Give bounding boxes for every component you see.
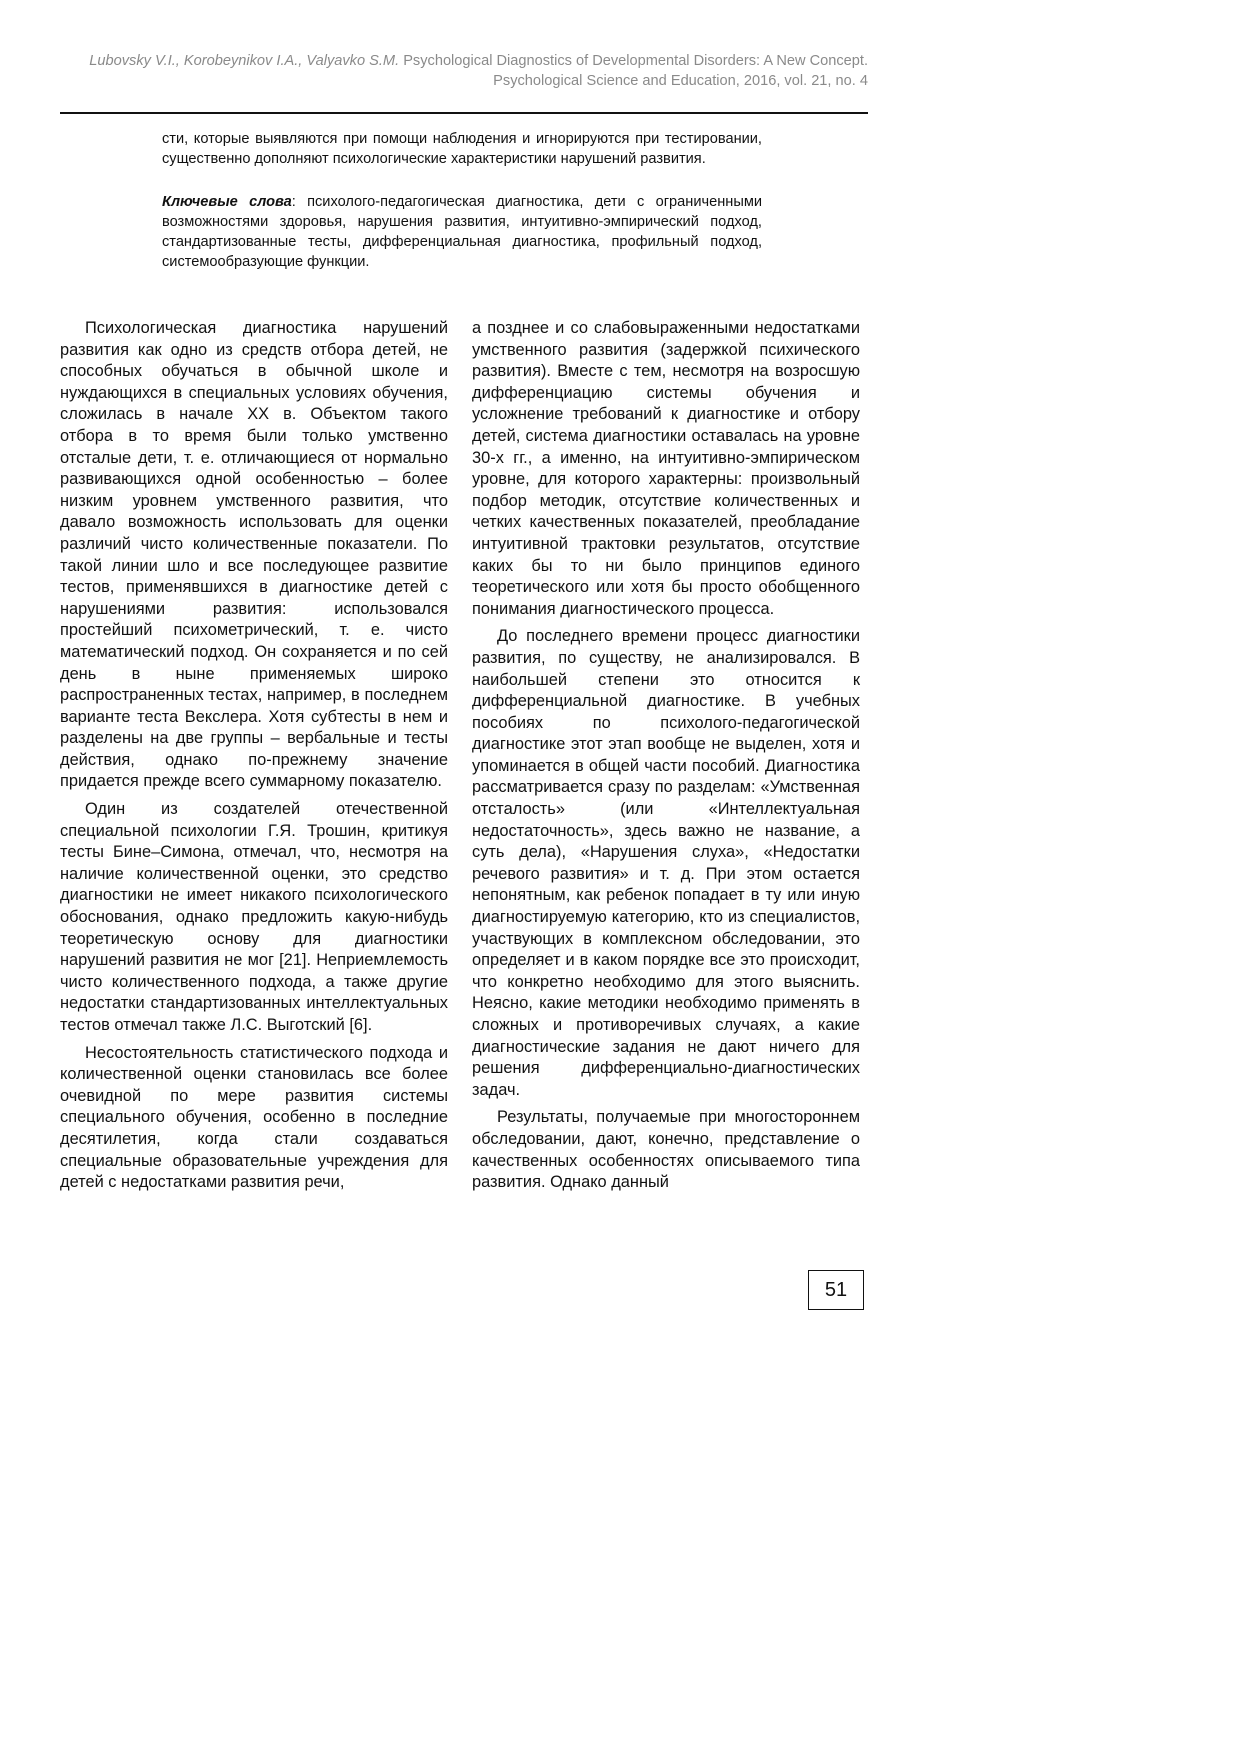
paragraph: Один из создателей отечественной специальной психологии Г.Я. Трошин, критикуя тесты Бине–Симона, отмечал, что, несмотря на наличие количественной оценки, это средство диагностики не имеет никакого психологического обоснования, однако предложить какую-нибудь теоретическую основу для диагностики нарушений развития не мог [21]. Неприемлемость чисто количественного подхода, а также другие недостатки стандартизованных интеллектуальных тестов отмечал также Л.С. Выготский [6].: [60, 800, 448, 1034]
keywords-label: Ключевые слова: [162, 194, 292, 210]
header-journal: Psychological Science and Education, 2016, vol. 21, no. 4: [493, 72, 868, 89]
body-right-column: [472, 318, 860, 1200]
keywords-text: : психолого-педагогическая диагностика, дети с ограниченными возможностями здоровья, нарушения развития, интуитивно-эмпирический подход, стандартизованные тесты, дифференциальная диагностика, профильный подход, системообразующие функции.: [162, 194, 762, 270]
header-citation-line: [60, 52, 868, 72]
page-number: 51: [808, 1270, 864, 1310]
header-divider: [60, 112, 868, 114]
abstract: [162, 129, 762, 272]
paragraph: Результаты, получаемые при многостороннем обследовании, дают, конечно, представление о качественных особенностях описываемого типа развития. Однако данный: [472, 1108, 860, 1192]
paragraph: Психологическая диагностика нарушений развития как одно из средств отбора детей, не способных обучаться в обычной школе и нуждающихся в специальных условиях обучения, сложилась в начале XX в. Объектом такого отбора в то время были только умственно отсталые дети, т. е. отличающиеся от нормально развивающихся одной особенностью – более низким уровнем умственного развития, что давало возможность использовать для оценки различий чисто количественные показатели. По такой линии шло и все последующее развитие тестов, применявшихся в диагностике детей с нарушениями развития: использовался простейший психометрический, т. е. чисто математический подход. Он сохраняется и по сей день в ныне применяемых широко распространенных тестах, например, в последнем варианте теста Векслера. Хотя субтесты в нем и разделены на две группы – вербальные и тесты действия, однако по-прежнему значение придается прежде всего суммарному показателю.: [60, 319, 448, 791]
paragraph: а позднее и со слабовыраженными недостатками умственного развития (задержкой психического развития). Вместе с тем, несмотря на возросшую дифференциацию системы обучения и усложнение требований к диагностике и отбору детей, система диагностики оставалась на уровне 30-х гг., а именно, на интуитивно-эмпирическом уровне, для которого характерны: произвольный подбор методик, отсутствие количественных и четких качественных показателей, преобладание интуитивной трактовки результатов, отсутствие каких бы то ни было принципов единого теоретического или хотя бы просто обобщенного понимания диагностического процесса.: [472, 319, 860, 618]
body-left-column: [60, 318, 448, 1200]
paragraph: Несостоятельность статистического подхода и количественной оценки становилась все более очевидной по мере развития системы специального обучения, особенно в последние десятилетия, когда стали создаваться специальные образовательные учреждения для детей с недостатками развития речи,: [60, 1043, 448, 1192]
header-article-title: Psychological Diagnostics of Developmental Disorders: A New Concept.: [403, 53, 868, 69]
running-header: [60, 52, 868, 91]
keywords: [162, 192, 762, 272]
paragraph: До последнего времени процесс диагностики развития, по существу, не анализировался. В наибольшей степени это относится к дифференциальной диагностике. В учебных пособиях по психолого-педагогической диагностике этот этап вообще не выделен, хотя и упоминается в общей части пособий. Диагностика рассматривается сразу по разделам: «Умственная отсталость» (или «Интеллектуальная недостаточность», здесь важно не название, а суть дела), «Нарушения слуха», «Недостатки речевого развития» и т. д. При этом остается непонятным, как ребенок попадает в ту или иную диагностируемую категорию, кто из специалистов, участвующих в комплексном обследовании, это определяет и в каком порядке все это происходит, что конкретно необходимо для этого выяснить. Неясно, какие методики необходимо применять в сложных и противоречивых случаях, а какие диагностические задания не дают ничего для решения дифференциально-диагностических задач.: [472, 627, 860, 1099]
abstract-text: сти, которые выявляются при помощи наблюдения и игнорируются при тестировании, существенно дополняют психологические характеристики нарушений развития.: [162, 131, 762, 167]
header-authors: Lubovsky V.I., Korobeynikov I.A., Valyavko S.M.: [89, 53, 400, 69]
